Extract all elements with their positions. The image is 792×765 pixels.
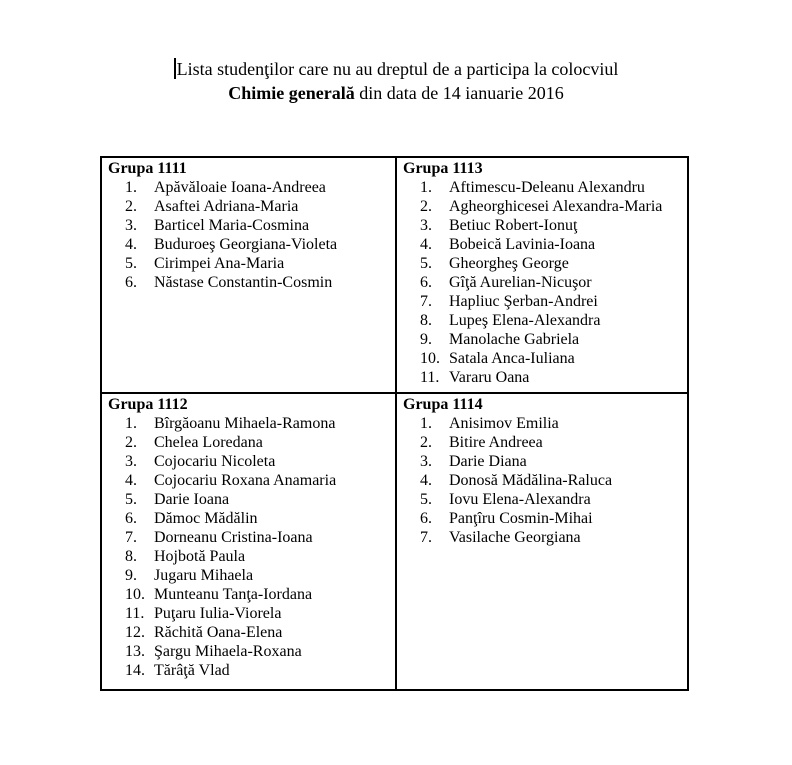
student-name: Gîţă Aurelian-Nicuşor bbox=[449, 274, 592, 291]
student-name: Răchită Oana-Elena bbox=[154, 624, 283, 641]
list-number: 14. bbox=[125, 662, 145, 679]
student-name: Hojbotă Paula bbox=[154, 548, 246, 565]
student-list-item bbox=[420, 235, 683, 254]
student-name: Munteanu Tanţa-Iordana bbox=[154, 586, 313, 603]
student-list-1113 bbox=[420, 178, 683, 387]
group-cell-1111 bbox=[102, 158, 397, 394]
list-number: 10. bbox=[420, 350, 440, 367]
student-list-item bbox=[420, 452, 683, 471]
student-list-item bbox=[420, 414, 683, 433]
list-number: 7. bbox=[420, 293, 432, 310]
student-list-item bbox=[125, 547, 391, 566]
list-number: 9. bbox=[420, 331, 432, 348]
student-list-item bbox=[420, 490, 683, 509]
student-list-item bbox=[420, 509, 683, 528]
student-list-item bbox=[125, 414, 391, 433]
list-number: 4. bbox=[125, 472, 137, 489]
list-number: 2. bbox=[125, 198, 137, 215]
student-list-item bbox=[420, 197, 683, 216]
list-number: 3. bbox=[125, 453, 137, 470]
title-line-1 bbox=[0, 57, 792, 81]
list-number: 3. bbox=[420, 217, 432, 234]
list-number: 5. bbox=[125, 255, 137, 272]
list-number: 11. bbox=[125, 605, 145, 622]
student-name: Donosă Mădălina-Raluca bbox=[449, 472, 613, 489]
title-line-1-text: Lista studenţilor care nu au dreptul de a participa la colocviul bbox=[176, 59, 619, 79]
student-list-item bbox=[125, 273, 391, 292]
student-name: Cojocariu Nicoleta bbox=[154, 453, 276, 470]
student-name: Apăvăloaie Ioana-Andreea bbox=[154, 179, 326, 196]
student-list-item bbox=[125, 178, 391, 197]
student-name: Iovu Elena-Alexandra bbox=[449, 491, 591, 508]
student-list-item bbox=[125, 452, 391, 471]
student-name: Puţaru Iulia-Viorela bbox=[154, 605, 282, 622]
list-number: 9. bbox=[125, 567, 137, 584]
student-list-item bbox=[420, 311, 683, 330]
group-cell-1112 bbox=[102, 394, 397, 689]
students-table bbox=[100, 156, 689, 691]
student-list-item bbox=[125, 216, 391, 235]
text-cursor bbox=[174, 58, 176, 79]
student-list-item bbox=[125, 235, 391, 254]
group-header-1111: Grupa 1111 bbox=[108, 160, 187, 177]
list-number: 12. bbox=[125, 624, 145, 641]
student-name: Chelea Loredana bbox=[154, 434, 263, 451]
student-list-item bbox=[420, 216, 683, 235]
student-list-item bbox=[125, 566, 391, 585]
student-name: Barticel Maria-Cosmina bbox=[154, 217, 310, 234]
student-name: Bîrgăoanu Mihaela-Ramona bbox=[154, 415, 336, 432]
list-number: 8. bbox=[420, 312, 432, 329]
student-list-item bbox=[125, 197, 391, 216]
student-name: Buduroeş Georgiana-Violeta bbox=[154, 236, 338, 253]
student-list-item bbox=[420, 349, 683, 368]
student-name: Cirimpei Ana-Maria bbox=[154, 255, 285, 272]
student-list-item bbox=[125, 604, 391, 623]
student-name: Satala Anca-Iuliana bbox=[449, 350, 575, 367]
list-number: 11. bbox=[420, 369, 440, 386]
student-name: Lupeş Elena-Alexandra bbox=[449, 312, 601, 329]
group-cell-1113 bbox=[397, 158, 687, 394]
course-name: Chimie generală bbox=[228, 83, 355, 103]
list-number: 6. bbox=[125, 274, 137, 291]
student-name: Gheorgheş George bbox=[449, 255, 569, 272]
student-list-1112 bbox=[125, 414, 391, 680]
title-line-2 bbox=[0, 81, 792, 105]
student-list-item bbox=[125, 471, 391, 490]
student-name: Dămoc Mădălin bbox=[154, 510, 258, 527]
list-number: 7. bbox=[125, 529, 137, 546]
group-header-1114: Grupa 1114 bbox=[403, 396, 483, 413]
student-name: Vasilache Georgiana bbox=[449, 529, 581, 546]
student-list-item bbox=[125, 623, 391, 642]
group-cell-1114 bbox=[397, 394, 687, 689]
student-list-item bbox=[125, 509, 391, 528]
list-number: 5. bbox=[420, 491, 432, 508]
list-number: 6. bbox=[420, 510, 432, 527]
student-list-item bbox=[420, 330, 683, 349]
student-list-item bbox=[125, 254, 391, 273]
student-list-item bbox=[125, 661, 391, 680]
list-number: 2. bbox=[420, 198, 432, 215]
student-list-item bbox=[420, 178, 683, 197]
list-number: 1. bbox=[420, 415, 432, 432]
list-number: 7. bbox=[420, 529, 432, 546]
student-name: Năstase Constantin-Cosmin bbox=[154, 274, 333, 291]
student-list-item bbox=[420, 528, 683, 547]
document-title bbox=[0, 57, 792, 105]
student-list-item bbox=[420, 292, 683, 311]
list-number: 1. bbox=[420, 179, 432, 196]
student-name: Asaftei Adriana-Maria bbox=[154, 198, 299, 215]
student-name: Vararu Oana bbox=[449, 369, 530, 386]
student-name: Aftimescu-Deleanu Alexandru bbox=[449, 179, 645, 196]
student-name: Jugaru Mihaela bbox=[154, 567, 254, 584]
student-name: Bitire Andreea bbox=[449, 434, 543, 451]
list-number: 4. bbox=[420, 236, 432, 253]
student-name: Bobeică Lavinia-Ioana bbox=[449, 236, 596, 253]
list-number: 10. bbox=[125, 586, 145, 603]
student-name: Anisimov Emilia bbox=[449, 415, 559, 432]
student-name: Cojocariu Roxana Anamaria bbox=[154, 472, 337, 489]
list-number: 2. bbox=[125, 434, 137, 451]
student-name: Hapliuc Şerban-Andrei bbox=[449, 293, 598, 310]
list-number: 3. bbox=[125, 217, 137, 234]
list-number: 1. bbox=[125, 415, 137, 432]
student-list-1111 bbox=[125, 178, 391, 292]
title-date-text: din data de 14 ianuarie 2016 bbox=[354, 83, 564, 103]
student-list-item bbox=[420, 368, 683, 387]
group-header-1112: Grupa 1112 bbox=[108, 396, 188, 413]
student-list-item bbox=[125, 585, 391, 604]
student-list-item bbox=[125, 528, 391, 547]
student-list-item bbox=[125, 433, 391, 452]
student-list-item bbox=[125, 490, 391, 509]
student-name: Betiuc Robert-Ionuţ bbox=[449, 217, 578, 234]
list-number: 8. bbox=[125, 548, 137, 565]
student-list-item bbox=[420, 254, 683, 273]
student-name: Darie Ioana bbox=[154, 491, 230, 508]
student-list-item bbox=[420, 433, 683, 452]
student-name: Tărâţă Vlad bbox=[154, 662, 230, 679]
student-name: Darie Diana bbox=[449, 453, 527, 470]
list-number: 5. bbox=[420, 255, 432, 272]
list-number: 2. bbox=[420, 434, 432, 451]
student-name: Dorneanu Cristina-Ioana bbox=[154, 529, 313, 546]
list-number: 4. bbox=[420, 472, 432, 489]
student-name: Şargu Mihaela-Roxana bbox=[154, 643, 302, 660]
list-number: 5. bbox=[125, 491, 137, 508]
student-list-item bbox=[125, 642, 391, 661]
group-header-1113: Grupa 1113 bbox=[403, 160, 483, 177]
student-list-1114 bbox=[420, 414, 683, 547]
list-number: 4. bbox=[125, 236, 137, 253]
list-number: 3. bbox=[420, 453, 432, 470]
student-list-item bbox=[420, 471, 683, 490]
list-number: 13. bbox=[125, 643, 145, 660]
list-number: 6. bbox=[125, 510, 137, 527]
list-number: 1. bbox=[125, 179, 137, 196]
student-name: Manolache Gabriela bbox=[449, 331, 580, 348]
student-name: Agheorghicesei Alexandra-Maria bbox=[449, 198, 663, 215]
student-name: Panţîru Cosmin-Mihai bbox=[449, 510, 593, 527]
student-list-item bbox=[420, 273, 683, 292]
list-number: 6. bbox=[420, 274, 432, 291]
